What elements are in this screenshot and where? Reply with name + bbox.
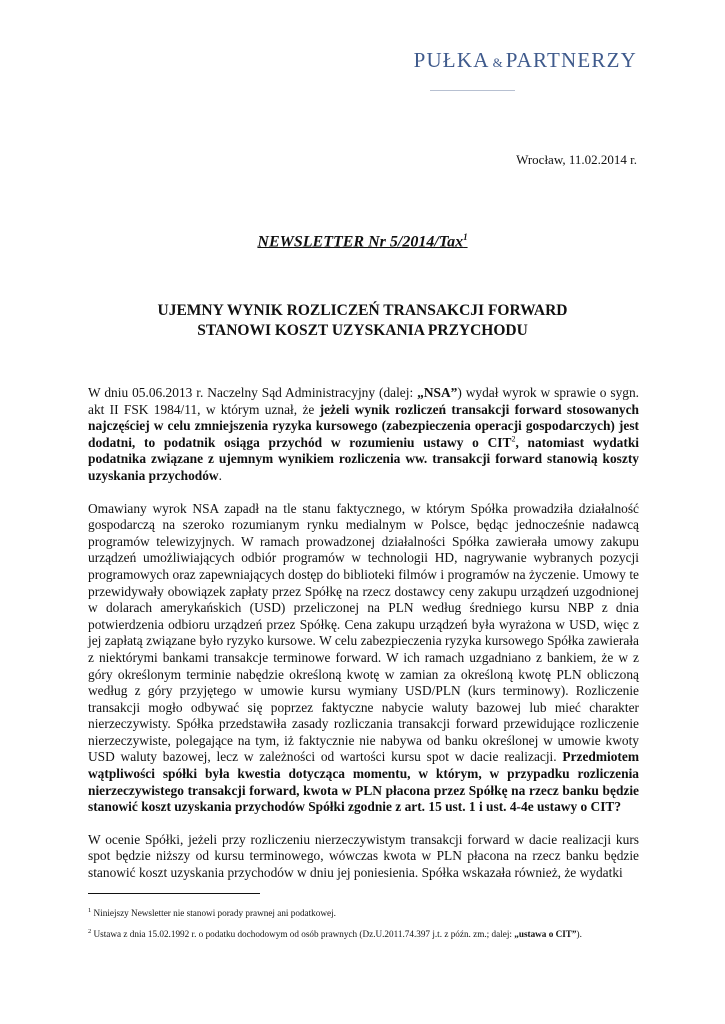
paragraph-2 xyxy=(88,501,639,816)
p2-bold-1: Przedmiotem wątpliwości spółki była kwestia dotycząca momentu, w którym, w przypadku rozliczenia nierzeczywistego transakcji forward, kwota w PLN płacona przez Spółkę na rzecz banku będzie stanowić koszt uzyskania przychodów Spółki zgodnie z art. 15 ust. 1 i ust. 4-4e ustawy o CIT? xyxy=(88,749,639,815)
p3-text-1: W ocenie Spółki, jeżeli przy rozliczeniu nierzeczywistym transakcji forward w dacie realizacji kurs spot będzie niższy od kursu terminowego, wówczas kwota w PLN płacona na rzecz banku będzie stanowić koszt uzyskania przychodów w dniu jej poniesienia. Spółka wskazała również, że wydatki xyxy=(88,831,639,881)
p2-text-1: Omawiany wyrok NSA zapadł na tle stanu faktycznego, w którym Spółka prowadziła działalność gospodarczą na szeroko rozumianym rynku medialnym w Polsce, będąc jednocześnie nadawcą programów telewizyjnych. W ramach prowadzonej działalności Spółka zawierała umowy zakupu urządzeń umożliwiających odbiór programów w technologii HD, nagrywanie wybranych pozycji programowych oraz zapewniających dostęp do biblioteki filmów i programów na życzenie. Umowy te przewidywały obowiązek zapłaty przez Spółkę na rzecz dostawcy ceny zakupu urządzeń uzgodnionej w dolarach amerykańskich (USD) przeliczonej na PLN według średniego kursu NBP z dnia potwierdzenia odbioru urządzeń przez Spółkę. Cena zakupu urządzeń była wyrażona w USD, więc z jej zapłatą związane było ryzyko kursowe. W celu zabezpieczenia ryzyka kursowego Spółka zawierała z niektórymi bankami transakcje terminowe forward. W ich ramach uzgadniano z bankiem, że w z góry określonym terminie nabędzie określoną kwotę w zamian za określoną kwotę PLN obliczoną według z góry przyjętego w umowie kursu wymiany USD/PLN (kurs terminowy). Rozliczenie transakcji mogło odbywać się poprzez faktyczne nabycie waluty bazowej lub mieć charakter nierzeczywisty. Spółka przedstawiła zasady rozliczania transakcji forward przewidujące rozliczenie nierzeczywiste, polegające na tym, iż faktycznie nie nabywa od banku określonej w umowie kwoty USD waluty bazowej, lecz w zależności od wartości kursu spot w dacie realizacji. xyxy=(88,500,639,765)
p1-bold-3: , natomiast wydatki podatnika związane z ujemnym wynikiem rozliczenia ww. transakcji forward stanowią koszty uzyskania przychodów xyxy=(88,434,639,483)
p1-text-3: . xyxy=(218,467,222,483)
newsletter-title xyxy=(0,232,725,251)
article-heading-line2: STANOWI KOSZT UZYSKANIA PRZYCHODU xyxy=(197,322,528,339)
paragraph-1 xyxy=(88,385,639,485)
newsletter-title-text: NEWSLETTER Nr 5/2014/Tax xyxy=(257,233,464,251)
footnote-1 xyxy=(88,905,639,919)
p1-text-1: W dniu 05.06.2013 r. Naczelny Sąd Administracyjny (dalej: xyxy=(88,385,418,400)
p1-bold-2: jeżeli wynik rozliczeń transakcji forward stosowanych najczęściej w celu zmniejszenia ryzyka kursowego (zabezpieczenia operacji gospodarczych) jest dodatni, to podatnik osiąga przychód w rozumieniu ustawy o CIT xyxy=(88,401,639,450)
footnote-1-number: 1 xyxy=(88,907,92,914)
footnote-2-end: ). xyxy=(576,929,582,940)
logo-name-1: PUŁKA xyxy=(413,48,490,72)
footnote-1-text: Niniejszy Newsletter nie stanowi porady prawnej ani podatkowej. xyxy=(93,908,336,919)
footnote-2-bold: „ustawa o CIT” xyxy=(514,929,577,940)
paragraph-3 xyxy=(88,832,639,882)
p1-bold-nsa: „NSA” xyxy=(417,385,458,400)
logo-divider xyxy=(430,90,515,91)
article-heading xyxy=(0,301,725,341)
footnote-2-text: Ustawa z dnia 15.02.1992 r. o podatku dochodowym od osób prawnych (Dz.U.2011.74.397 j.t. z późn. zm.; dalej: xyxy=(93,929,515,940)
footnote-2 xyxy=(88,926,639,940)
article-heading-line1: UJEMNY WYNIK ROZLICZEŃ TRANSAKCJI FORWARD xyxy=(157,302,568,319)
logo-ampersand: & xyxy=(492,55,503,70)
document-date: Wrocław, 11.02.2014 r. xyxy=(516,152,637,167)
footnote-2-number: 2 xyxy=(88,928,92,936)
footnotes xyxy=(88,905,639,947)
p1-text-2: ) wydał wyrok w sprawie o sygn. akt II FSK 1984/11, w którym uznał, że xyxy=(88,385,640,417)
article-body xyxy=(88,385,639,898)
company-logo xyxy=(414,48,637,73)
logo-name-2: PARTNERZY xyxy=(505,48,637,72)
footnote-separator xyxy=(88,893,260,894)
footnote-ref-2: 2 xyxy=(511,434,516,444)
footnote-ref-1: 1 xyxy=(463,232,468,242)
